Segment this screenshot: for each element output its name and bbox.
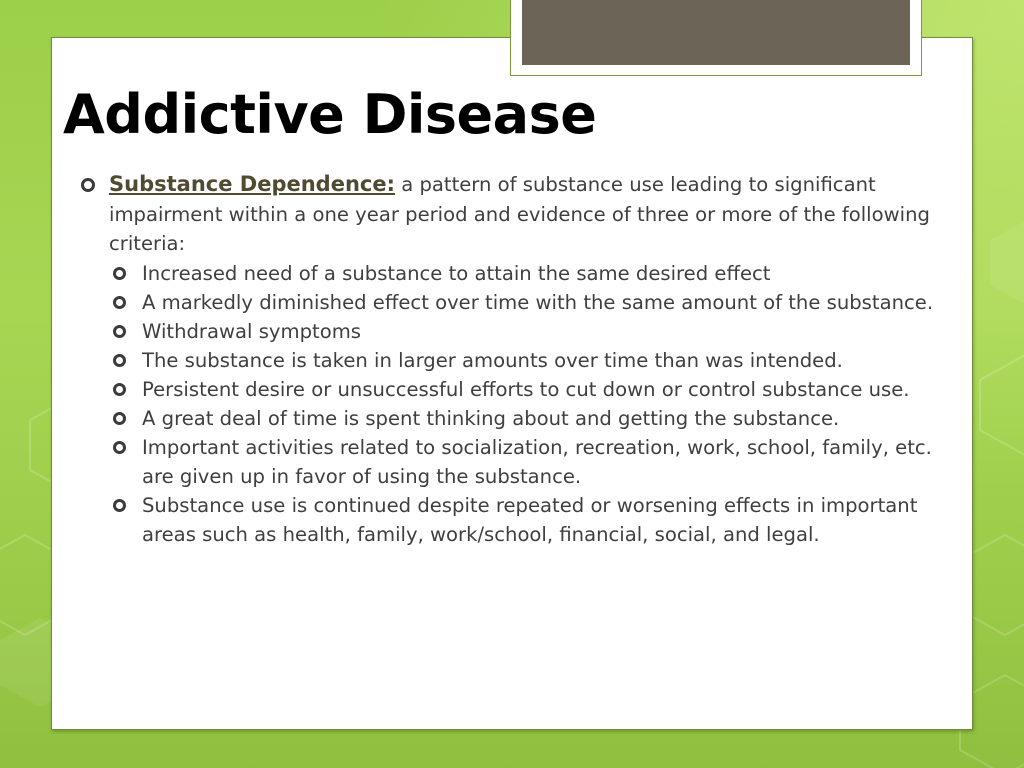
circle-bullet-icon [113, 325, 126, 338]
circle-bullet-icon [81, 178, 95, 192]
circle-bullet-icon [113, 296, 126, 309]
decorative-title-tab [510, 0, 922, 76]
criteria-text: Withdrawal symptoms [142, 319, 361, 343]
circle-bullet-icon [113, 354, 126, 367]
criteria-item [78, 375, 948, 404]
criteria-item [78, 433, 948, 491]
criteria-text: Persistent desire or unsuccessful efforts to cut down or control substance use. [142, 377, 910, 401]
criteria-item [78, 259, 948, 288]
circle-bullet-icon [113, 267, 126, 280]
slide-body [78, 170, 948, 549]
criteria-text: Substance use is continued despite repeated or worsening effects in important areas such as health, family, work/school, financial, social, and legal. [142, 494, 918, 547]
circle-bullet-icon [113, 383, 126, 396]
definition-text: a pattern of substance use leading to significant impairment within a one year period and evidence of three or more of the following criteria: [109, 173, 930, 255]
criteria-list [78, 259, 948, 550]
circle-bullet-icon [113, 441, 126, 454]
criteria-text: The substance is taken in larger amounts over time than was intended. [142, 348, 843, 372]
criteria-text: A great deal of time is spent thinking about and getting the substance. [142, 406, 840, 430]
decorative-tab-fill [522, 0, 910, 65]
criteria-item [78, 491, 948, 549]
slide-title: Addictive Disease [63, 83, 597, 146]
circle-bullet-icon [113, 499, 126, 512]
definition-bullet [78, 170, 948, 259]
criteria-item [78, 317, 948, 346]
term-substance-dependence: Substance Dependence: [109, 172, 395, 196]
criteria-item [78, 288, 948, 317]
criteria-item [78, 346, 948, 375]
criteria-text: A markedly diminished effect over time with the same amount of the substance. [142, 290, 934, 314]
criteria-item [78, 404, 948, 433]
criteria-text: Increased need of a substance to attain the same desired effect [142, 261, 771, 285]
criteria-text: Important activities related to socialization, recreation, work, school, family, etc. are given up in favor of using the substance. [142, 436, 932, 489]
circle-bullet-icon [113, 412, 126, 425]
